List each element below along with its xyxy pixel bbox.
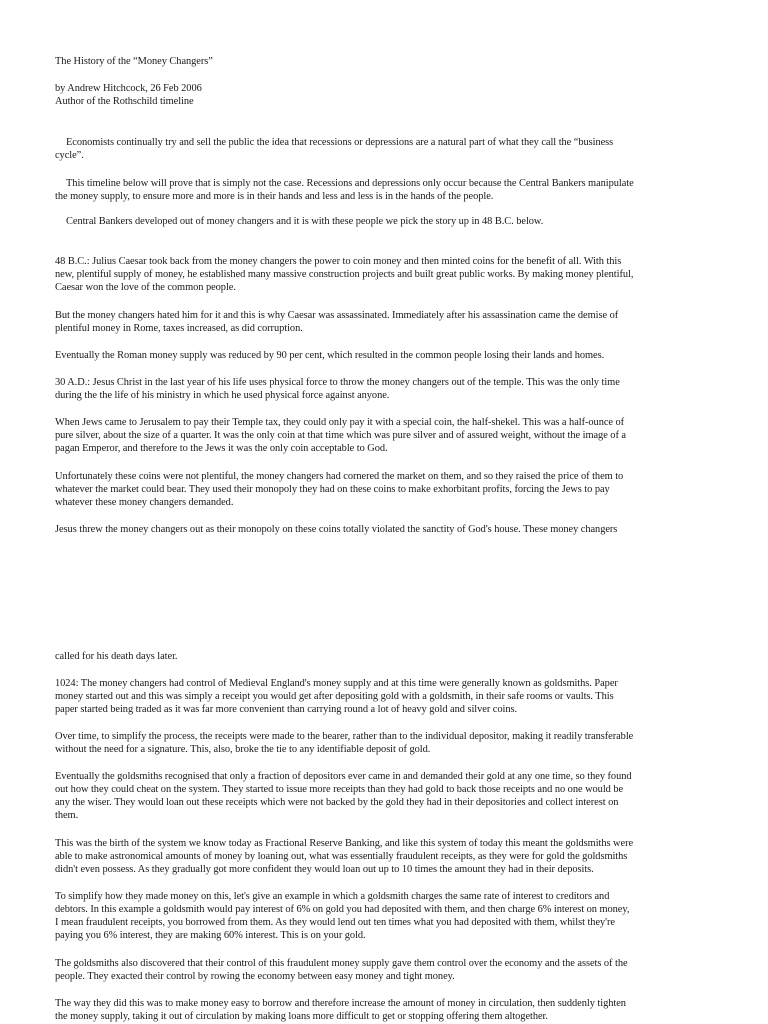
text-line: Over time, to simplify the process, the receipts were made to the bearer, rather than to the individual depositor, making it readily transferable bbox=[55, 731, 634, 742]
text-line: The goldsmiths also discovered that their control of this fraudulent money supply gave them control over the economy and the assets of the bbox=[55, 958, 628, 969]
text-line: whatever the market could bear. They used their monopoly they had on these coins to make exhorbitant profits, forcing the Jews to pay bbox=[55, 484, 610, 495]
text-line: When Jews came to Jerusalem to pay their Temple tax, they could only pay it with a special coin, the half-shekel. This was a half-ounce of bbox=[55, 417, 625, 428]
text-line: I mean fraudulent receipts, you borrowed from them. As they would lend out ten times what you had deposited with them, whilst they're bbox=[55, 917, 615, 928]
text-line: during the the life of his ministry in which he used physical force against anyone. bbox=[55, 390, 390, 401]
text-line: To simplify how they made money on this, let's give an example in which a goldsmith charges the same rate of interest to creditors and bbox=[55, 891, 610, 902]
text-line: new, plentiful supply of money, he established many massive construction projects and built great public works. By making money plentiful, bbox=[55, 269, 634, 280]
text-line: Caesar won the love of the common people. bbox=[55, 282, 236, 293]
text-line: money started out and this was simply a receipt you would get after depositing gold with a goldsmith, in their safe rooms or vaults. This bbox=[55, 691, 614, 702]
text-line: pure silver, about the size of a quarter. It was the only coin at that time which was pure silver and of assured weight, without the image of a bbox=[55, 430, 626, 441]
text-line: debtors. In this example a goldsmith would pay interest of 6% on gold you had deposited with them, and then charge 6% interest on money, bbox=[55, 904, 630, 915]
text-line: paper started being traded as it was far more convenient than carrying round a lot of heavy gold and silver coins. bbox=[55, 704, 518, 715]
text-line: didn't even possess. As they gradually got more confident they would loan out up to 10 times the amount they had in their deposits. bbox=[55, 864, 594, 875]
text-line: The way they did this was to make money easy to borrow and therefore increase the amount of money in circulation, then suddenly tighten bbox=[55, 998, 626, 1009]
text-line: them. bbox=[55, 810, 79, 821]
text-line: 48 B.C.: Julius Caesar took back from the money changers the power to coin money and then minted coins for the benefit of all. With this bbox=[55, 256, 622, 267]
text-line: cycle”. bbox=[55, 150, 84, 161]
text-line: called for his death days later. bbox=[55, 651, 178, 662]
text-line: pagan Emperor, and therefore to the Jews it was the only coin acceptable to God. bbox=[55, 443, 388, 454]
text-line: the money supply, to ensure more and more is in their hands and less and less is in the hands of the people. bbox=[55, 191, 494, 202]
text-line: Jesus threw the money changers out as their monopoly on these coins totally violated the sanctity of God's house. These money changers bbox=[55, 524, 618, 535]
text-line: But the money changers hated him for it and this is why Caesar was assassinated. Immediately after his assassination came the demise of bbox=[55, 310, 619, 321]
text-line: the money supply, taking it out of circulation by making loans more difficult to get or stopping offering them altogether. bbox=[55, 1011, 548, 1022]
text-line: any the wiser. They would loan out these receipts which were not backed by the gold they had in their depositories and collect interest on bbox=[55, 797, 619, 808]
text-line: 30 A.D.: Jesus Christ in the last year of his life uses physical force to throw the money changers out of the temple. This was the only time bbox=[55, 377, 620, 388]
text-line: 1024: The money changers had control of Medieval England's money supply and at this time were generally known as goldsmiths. Paper bbox=[55, 678, 618, 689]
text-line: plentiful money in Rome, taxes increased, as did corruption. bbox=[55, 323, 303, 334]
text-line: This timeline below will prove that is simply not the case. Recessions and depressions only occur because the Central Bankers manipulate bbox=[66, 178, 634, 189]
text-line: Eventually the Roman money supply was reduced by 90 per cent, which resulted in the common people losing their lands and homes. bbox=[55, 350, 605, 361]
author-note: Author of the Rothschild timeline bbox=[55, 96, 194, 107]
document-title: The History of the “Money Changers” bbox=[55, 56, 213, 67]
text-line: people. They exacted their control by rowing the economy between easy money and tight money. bbox=[55, 971, 455, 982]
text-line: Economists continually try and sell the public the idea that recessions or depressions are a natural part of what they call the “business bbox=[66, 137, 614, 148]
text-line: able to make astronomical amounts of money by loaning out, what was essentially fraudulent receipts, as they were for gold the goldsmiths bbox=[55, 851, 628, 862]
text-line: This was the birth of the system we know today as Fractional Reserve Banking, and like this system of today this meant the goldsmiths were bbox=[55, 838, 634, 849]
text-line: Eventually the goldsmiths recognised that only a fraction of depositors ever came in and demanded their gold at any one time, so they found bbox=[55, 771, 632, 782]
text-line: paying you 6% interest, they are making 60% interest. This is on your gold. bbox=[55, 930, 366, 941]
text-line: out how they could cheat on the system. They started to issue more receipts than they had gold to back those receipts and no one would be bbox=[55, 784, 624, 795]
text-line: Unfortunately these coins were not plentiful, the money changers had cornered the market on them, and so they raised the price of them to bbox=[55, 471, 624, 482]
text-line: without the need for a signature. This, also, broke the tie to any identifiable deposit of gold. bbox=[55, 744, 431, 755]
byline: by Andrew Hitchcock, 26 Feb 2006 bbox=[55, 83, 202, 94]
text-line: Central Bankers developed out of money changers and it is with these people we pick the story up in 48 B.C. below. bbox=[66, 216, 544, 227]
text-line: whatever these money changers demanded. bbox=[55, 497, 234, 508]
